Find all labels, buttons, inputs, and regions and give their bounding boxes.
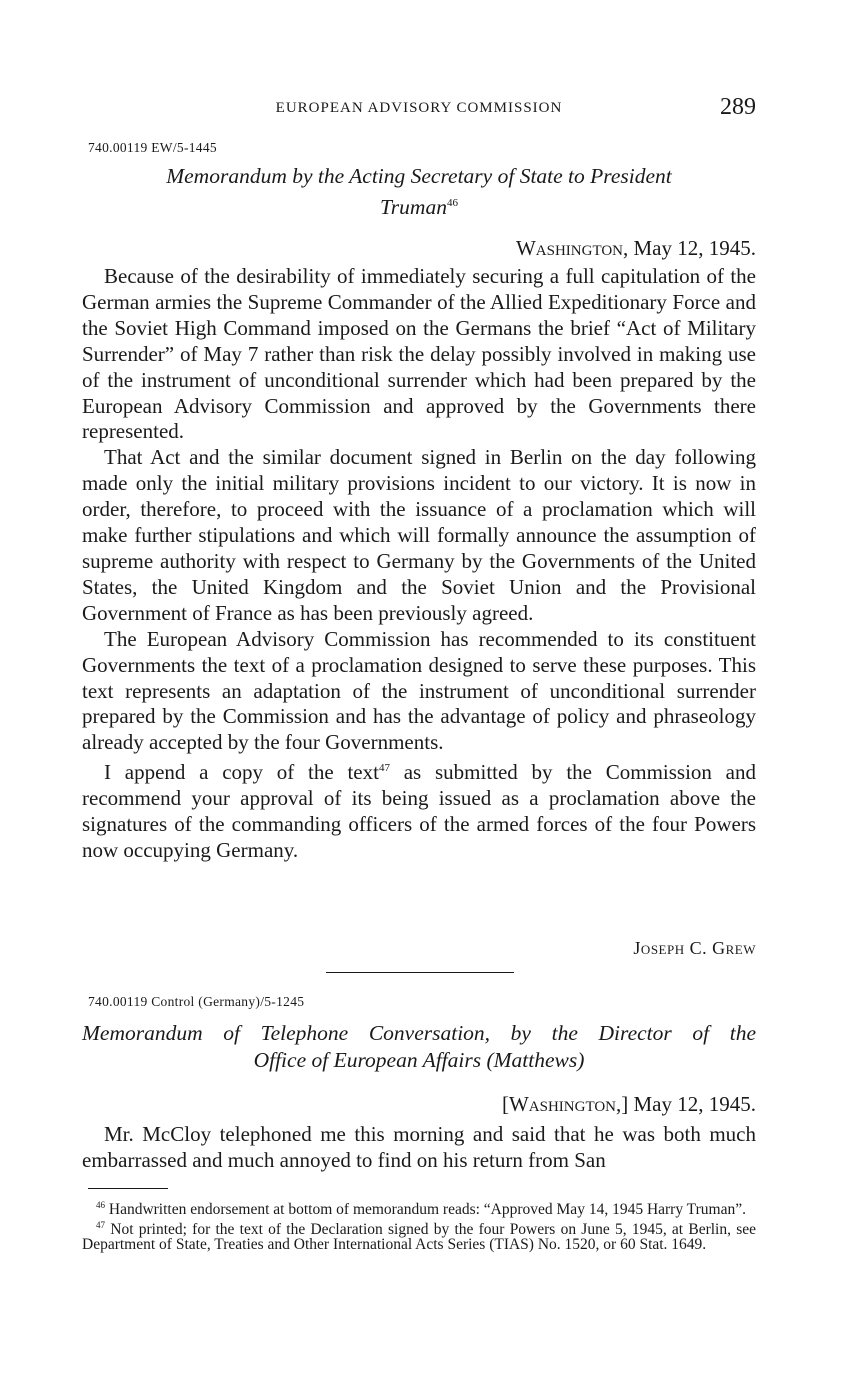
doc1-paragraph-4-footnote-ref: 47 [378,762,390,775]
footnote-47-mark: 47 [96,1219,105,1230]
doc2-title [82,1020,756,1074]
footnote-46 [82,1198,756,1218]
doc1-dateline-date: May 12, 1945. [628,236,756,260]
footnote-46-text: Handwritten endorsement at bottom of memorandum reads: “Approved May 14, 1945 Harry Truman”. [108,1201,746,1219]
doc1-dateline-place: Washington, [515,236,629,260]
doc1-signature: Joseph C. Grew [633,938,756,958]
section-divider [326,972,514,973]
doc1-body [82,264,756,864]
doc1-paragraph-4 [82,756,756,864]
footnote-47-text: Not printed; for the text of the Declaration signed by the four Powers on June 5, 1945, at Berlin, see Department of State, Treaties and Other International Acts Series (TIAS) No. 1520, or 60 Stat. 1649. [82,1220,757,1254]
doc1-title [82,163,756,221]
doc1-title-footnote-ref: 46 [446,197,458,209]
page-number: 289 [720,94,756,120]
doc1-paragraph-1: Because of the desirability of immediately securing a full capitulation of the German armies the Supreme Commander of the Allied Expeditionary Force and the Soviet High Command imposed on the Germans the brief “Act of Military Surrender” of May 7 rather than risk the delay possibly involved in making use of the instrument of unconditional surrender which had been prepared by the European Advisory Commission and approved by the Governments there represented. [82,264,756,444]
doc2-dateline-date: May 12, 1945. [628,1092,756,1116]
doc1-title-line2: Truman [380,195,447,220]
doc1-paragraph-2: That Act and the similar document signed in Berlin on the day following made only the initial military provisions incident to our victory. It is now in order, therefore, to proceed with the issuance of a proclamation which will make further stipulations and which will formally announce the assumption of supreme authority with respect to Germany by the Governments of the United States, the United Kingdom and the Soviet Union and the Provisional Government of France as has been previously agreed. [82,445,756,625]
doc2-paragraph-1: Mr. McCloy telephoned me this morning and said that he was both much embarrassed and much annoyed to find on his return from San [82,1122,756,1172]
doc2-title-line2: Office of European Affairs (Matthews) [253,1048,585,1072]
doc1-title-line1: Memorandum by the Acting Secretary of State to President [166,164,672,188]
doc2-body [82,1122,756,1174]
footnote-rule [88,1188,168,1189]
doc1-file-number: 740.00119 EW/5-1445 [88,140,217,155]
doc1-paragraph-4-part2: as submitted by the Commission and recommend your approval of its being issued as a proclamation above the signatures of the commanding officers of the armed forces of the four Powers now occupying Germany. [82,760,756,862]
doc2-file-number: 740.00119 Control (Germany)/5-1245 [88,994,305,1009]
doc1-paragraph-3: The European Advisory Commission has recommended to its constituent Governments the text of a proclamation designed to serve these purposes. This text represents an adaptation of the instrument of unconditional surrender prepared by the Commission and has the advantage of policy and phraseology already accepted by the four Governments. [82,626,756,755]
running-header [82,96,756,124]
doc1-paragraph-4-part1: I append a copy of the text [104,760,379,785]
doc2-title-line1: Memorandum of Telephone Conversation, by the Director of the [82,1021,756,1045]
footnotes [82,1198,756,1253]
doc1-title-line2-wrap [82,190,756,221]
doc2-dateline [502,1092,756,1117]
running-title: EUROPEAN ADVISORY COMMISSION [275,100,563,116]
doc1-dateline [516,236,756,261]
footnote-46-mark: 46 [96,1200,105,1210]
footnote-47 [82,1218,756,1253]
doc2-dateline-place: [Washington,] [501,1092,629,1116]
